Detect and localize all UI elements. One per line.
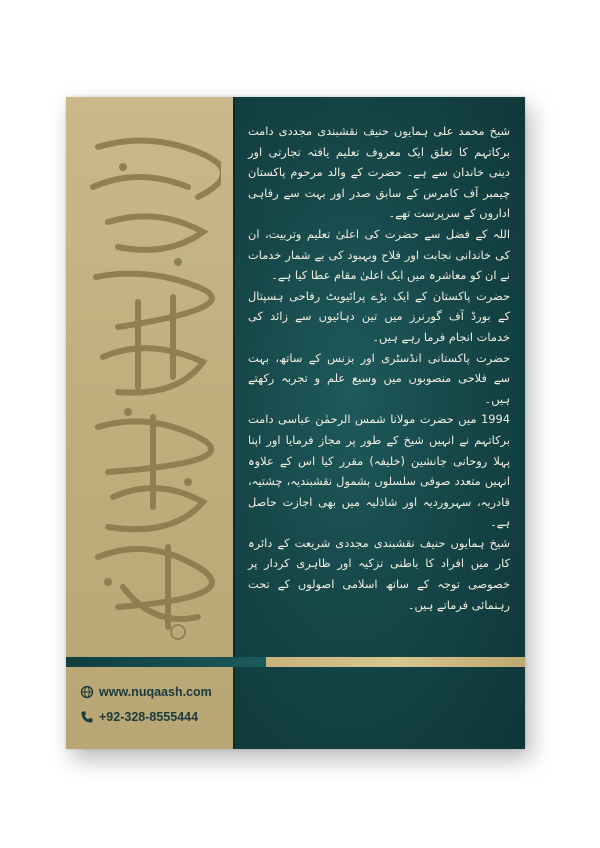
paragraph: حضرت پاکستانی انڈسٹری اور بزنس کے ساتھ، بہت سے فلاحی منصوبوں میں وسیع علم و تجربہ رکھتے ہیں۔ — [248, 350, 510, 406]
contact-block — [80, 685, 230, 735]
gold-side-panel — [66, 97, 233, 749]
teal-divider-band — [66, 657, 266, 667]
paragraph: حضرت پاکستان کے ایک بڑے پرائیویٹ رفاحی ہسپتال کے بورڈ آف گورنرز میں تین دہائیوں سے زائد کی خدمات انجام فرما رہے ہیں۔ — [248, 288, 510, 344]
phone-number[interactable]: +92-328-8555444 — [99, 710, 199, 724]
website-link[interactable]: www.nuqaash.com — [99, 685, 212, 699]
paragraph: اللہ کے فضل سے حضرت کی اعلیٰ تعلیم وتربیت، ان کی خاندانی نجابت اور فلاح وبہبود کی بے شمار خدمات نے ان کو معاشرہ میں ایک اعلیٰ مقام عطا کیا ہے۔ — [248, 226, 510, 283]
book-back-cover — [66, 97, 525, 749]
seal-icon — [171, 625, 185, 639]
paragraph: 1994 میں حضرت مولانا شمس الرحمٰن عباسی دامت برکاتہم نے انہیں شیخ کے طور پر مجاز فرمایا اور اپنا پہلا روحانی جانشین (خلیفہ) مقرر کیا اس کے علاوہ انہیں متعدد صوفی سلسلوں بشمول نقشبندیہ، چشتیہ، قادریہ، سہروردیہ اور شاذلیہ میں بھی اجازت حاصل ہے۔ — [248, 412, 510, 530]
panel-divider — [233, 97, 235, 749]
biography-text — [248, 121, 510, 615]
phone-row[interactable] — [80, 710, 230, 724]
gold-divider-band — [266, 657, 525, 667]
paragraph: شیخ ہمایوں حنیف نقشبندی مجددی شریعت کے دائرہ کار میں افراد کا باطنی تزکیہ اور ظاہری کردار پر خصوصی توجہ کے ساتھ اسلامی اصولوں کے تحت رہنمائی فرماتے ہیں۔ — [248, 535, 510, 612]
calligraphy-artwork — [78, 127, 221, 647]
paragraph: شیخ محمد علی ہمایوں حنیف نقشبندی مجددی دامت برکاتہم کا تعلق ایک معروف تعلیم یافتہ تجارتی اور دینی خاندان سے ہے۔ حضرت کے والد مرحوم پاکستان چیمبر آف کامرس کے سابق صدر اور بہت سے رفاہی اداروں کے سرپرست تھے۔ — [248, 124, 510, 221]
globe-icon — [80, 685, 94, 699]
phone-icon — [80, 710, 94, 724]
website-row[interactable] — [80, 685, 230, 699]
